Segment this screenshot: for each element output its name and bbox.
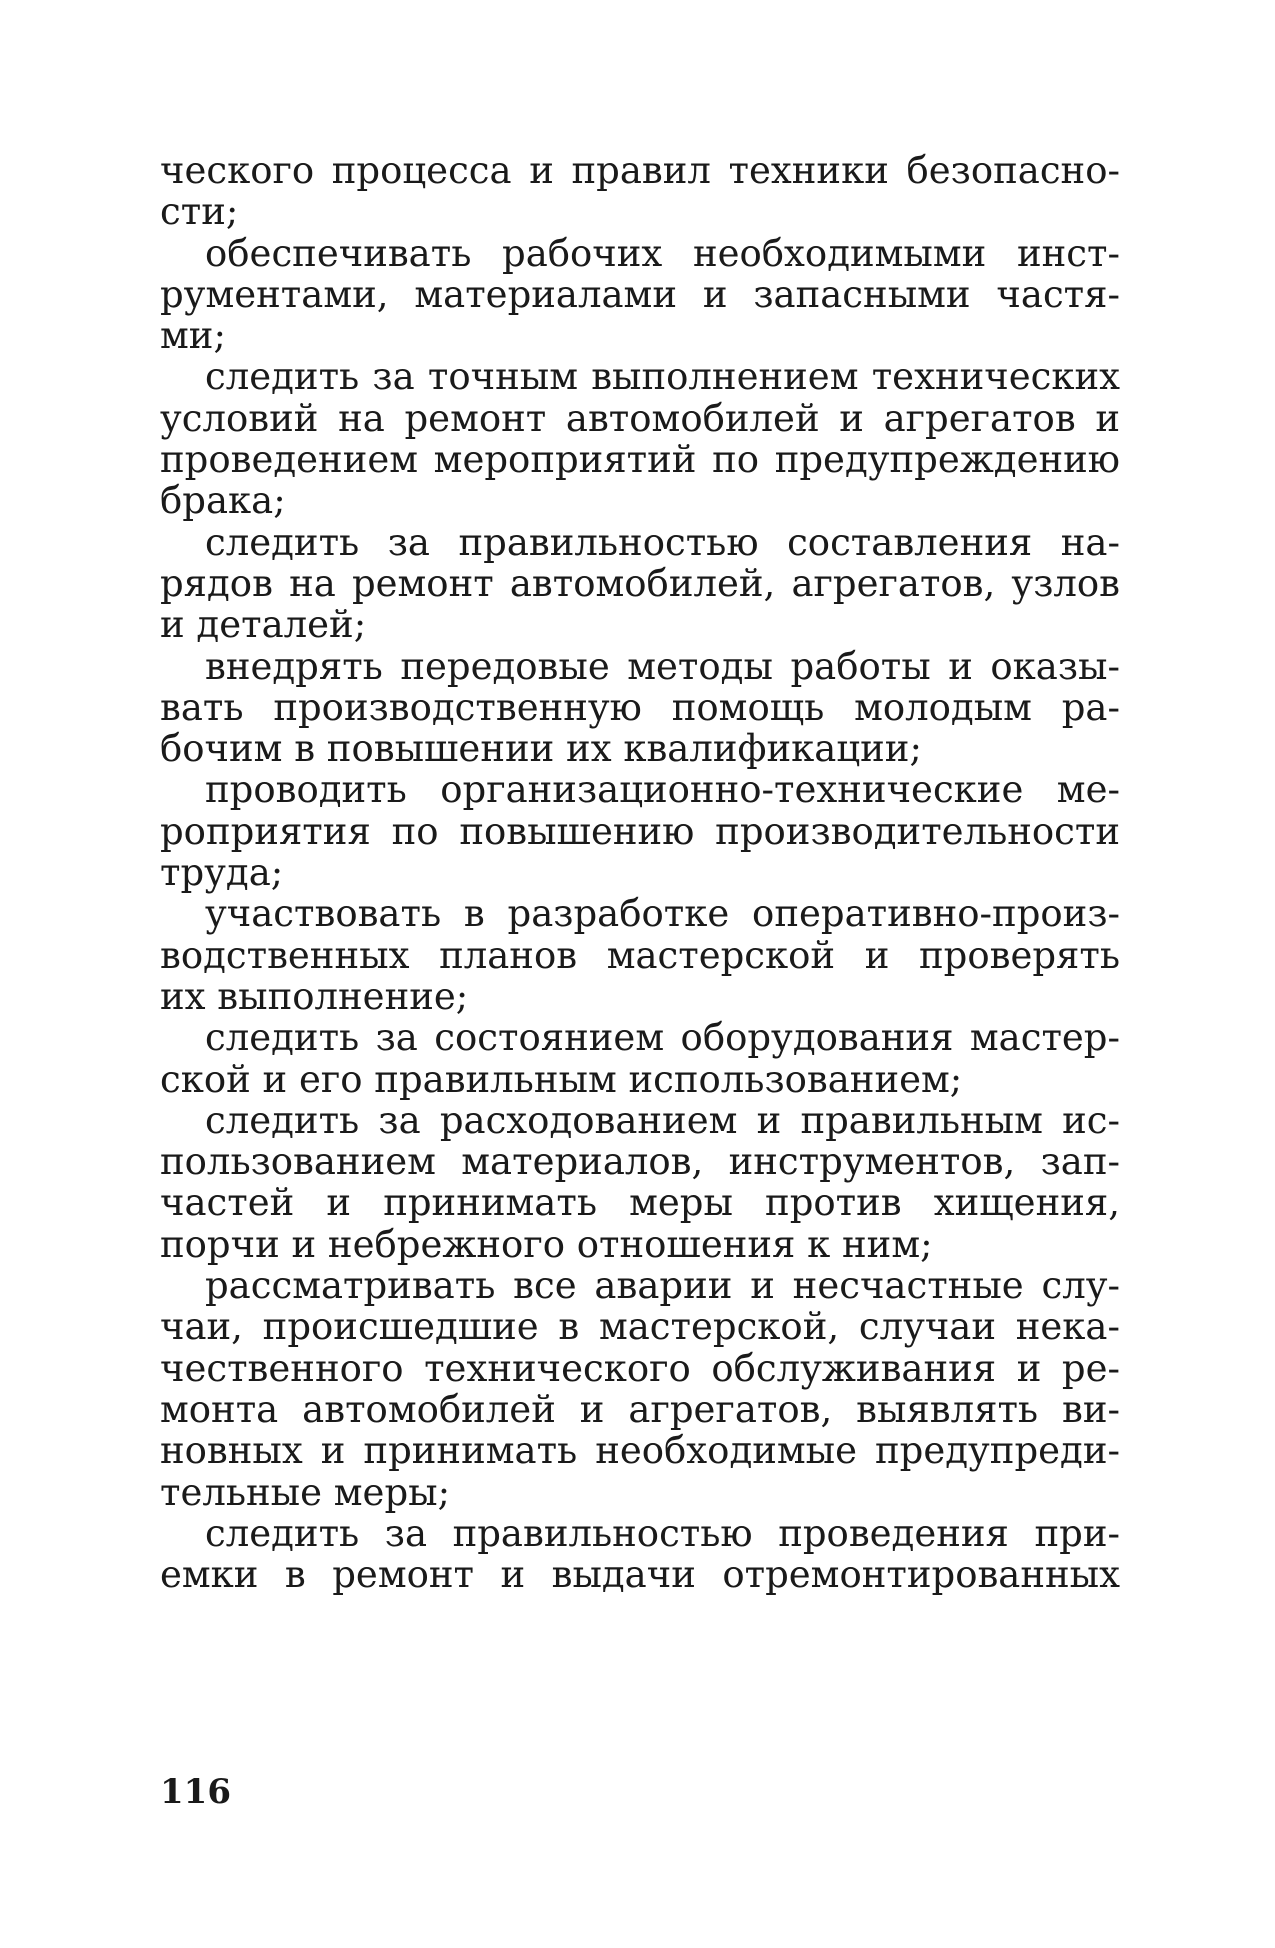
- text-line: проводить организационно-технические ме-: [205, 768, 1120, 812]
- text-line: следить за расходованием и правильным ис-: [205, 1098, 1120, 1142]
- text-line: тельные меры;: [160, 1470, 451, 1514]
- text-line: вать производственную помощь молодым ра-: [160, 685, 1120, 729]
- text-line: рядов на ремонт автомобилей, агрегатов, узлов: [160, 561, 1120, 605]
- text-line: внедрять передовые методы работы и оказы-: [205, 644, 1120, 688]
- text-line: следить за состоянием оборудования мастер-: [205, 1016, 1120, 1060]
- text-line: следить за точным выполнением технических: [205, 355, 1120, 399]
- text-line: обеспечивать рабочих необходимыми инст-: [205, 231, 1120, 275]
- text-line: проведением мероприятий по предупреждению: [160, 438, 1120, 482]
- text-line: брака;: [160, 479, 286, 523]
- text-line: чественного технического обслуживания и ре-: [160, 1346, 1120, 1390]
- text-line: ми;: [160, 314, 226, 358]
- text-line: водственных планов мастерской и проверять: [160, 933, 1120, 977]
- page-number: 116: [160, 1772, 231, 1812]
- text-line: труда;: [160, 851, 284, 895]
- text-line: частей и принимать меры против хищения,: [160, 1181, 1120, 1225]
- text-line: чаи, происшедшие в мастерской, случаи нека-: [160, 1305, 1120, 1349]
- text-line: рументами, материалами и запасными частя-: [160, 272, 1120, 316]
- text-line: условий на ремонт автомобилей и агрегатов и: [160, 396, 1120, 440]
- text-line: новных и принимать необходимые предупреди-: [160, 1429, 1120, 1473]
- text-line: следить за правильностью составления на-: [205, 520, 1120, 564]
- text-line: ческого процесса и правил техники безопасно-: [160, 149, 1120, 192]
- text-line: следить за правильностью проведения при-: [205, 1511, 1120, 1555]
- text-line: сти;: [160, 190, 239, 234]
- text-line: участвовать в разработке оперативно-произ-: [205, 892, 1120, 936]
- text-line: бочим в повышении их квалификации;: [160, 727, 922, 771]
- text-line: ской и его правильным использованием;: [160, 1057, 963, 1101]
- text-line: емки в ремонт и выдачи отремонтированных: [160, 1553, 1120, 1597]
- text-line: их выполнение;: [160, 974, 469, 1018]
- text-line: роприятия по повышению производительности: [160, 809, 1120, 853]
- text-line: порчи и небрежного отношения к ним;: [160, 1222, 933, 1266]
- text-line: пользованием материалов, инструментов, зап-: [160, 1140, 1120, 1184]
- text-line: и деталей;: [160, 603, 367, 647]
- page-body: [160, 150, 1120, 1595]
- text-line: рассматривать все аварии и несчастные слу-: [205, 1264, 1120, 1308]
- text-line: монта автомобилей и агрегатов, выявлять ви-: [160, 1387, 1120, 1431]
